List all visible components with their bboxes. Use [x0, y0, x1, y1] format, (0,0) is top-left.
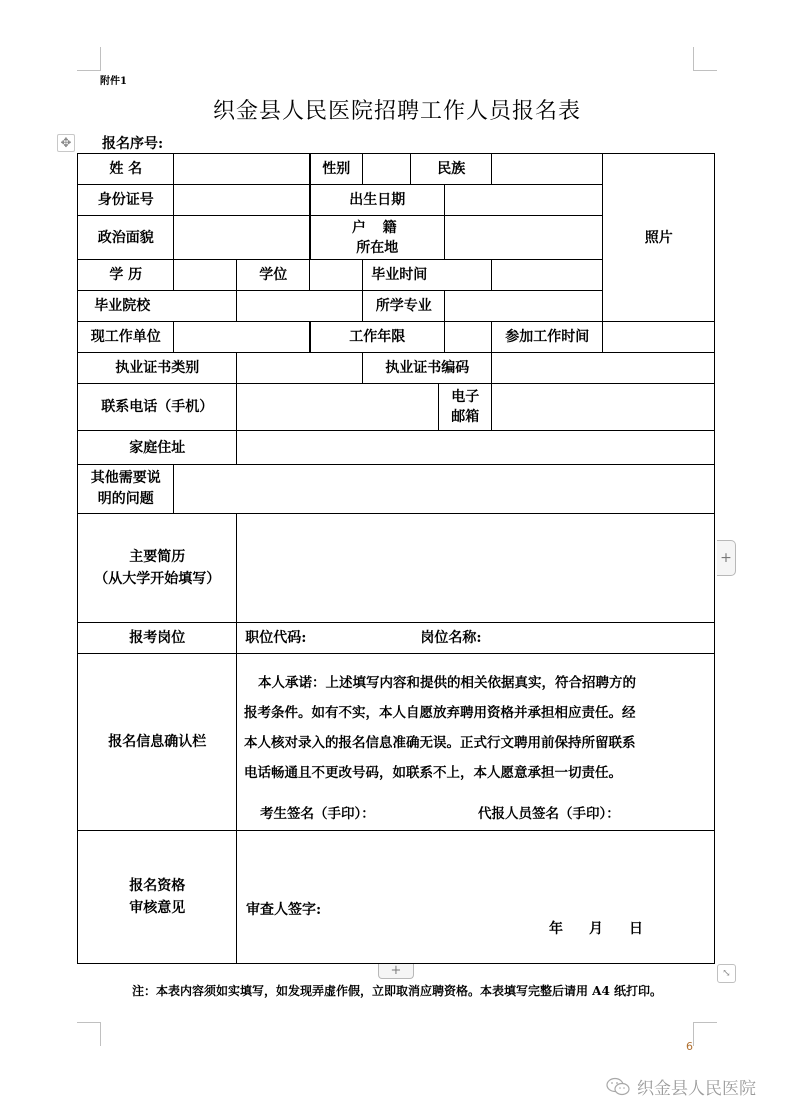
graduation-time-label: 毕业时间 — [362, 259, 492, 291]
name-label: 姓 名 — [77, 153, 174, 185]
commitment-line: 本人核对录入的报名信息准确无误。正式行文聘用前保持所留联系 — [244, 735, 636, 751]
email-field[interactable] — [491, 383, 715, 431]
commitment-line: 本人承诺：上述填写内容和提供的相关依据真实，符合招聘方的 — [258, 675, 636, 691]
photo-box[interactable]: 照片 — [602, 153, 715, 322]
attachment-label: 附件1 — [100, 76, 127, 87]
corner-mark-top-right-v — [693, 47, 694, 71]
footer-note: 注：本表内容须如实填写，如发现弄虚作假，立即取消应聘资格。本表填写完整后请用 A4 纸打印。 — [131, 984, 663, 998]
page-number: 6 — [686, 1040, 693, 1053]
political-status-label: 政治面貌 — [77, 215, 174, 260]
ethnicity-label: 民族 — [410, 153, 492, 185]
serial-number-label: 报名序号: — [102, 136, 164, 152]
work-start-time-label: 参加工作时间 — [491, 321, 603, 353]
other-notes-label: 其他需要说 明的问题 — [77, 464, 174, 514]
household-label: 户 籍 所在地 — [309, 215, 445, 260]
date-day: 日 — [629, 921, 643, 937]
corner-mark-top-left-v — [100, 47, 101, 71]
position-name-label: 岗位名称: — [420, 630, 482, 647]
years-of-work-label: 工作年限 — [309, 321, 445, 353]
birth-date-field[interactable] — [444, 184, 603, 216]
corner-mark-top-left-h — [77, 70, 101, 71]
gender-label: 性别 — [309, 153, 363, 185]
id-number-field[interactable] — [173, 184, 311, 216]
phone-field[interactable] — [236, 383, 439, 431]
watermark-text: 织金县人民医院 — [637, 1079, 756, 1099]
confirmation-label: 报名信息确认栏 — [77, 653, 237, 831]
degree-label: 学位 — [236, 259, 310, 291]
major-field[interactable] — [444, 290, 603, 322]
cert-type-field[interactable] — [236, 352, 363, 384]
candidate-signature-label: 考生签名（手印）： — [260, 806, 375, 822]
add-column-button[interactable]: + — [717, 540, 736, 576]
graduated-school-label: 毕业院校 — [77, 290, 237, 322]
watermark — [605, 1074, 756, 1099]
resume-label: 主要简历 （从大学开始填写） — [77, 513, 237, 623]
corner-mark-bottom-right-v — [693, 1022, 694, 1046]
wechat-icon — [605, 1077, 631, 1097]
commitment-line: 电话畅通且不更改号码，如联系不上，本人愿意承担一切责任。 — [244, 765, 622, 781]
home-address-field[interactable] — [236, 430, 715, 465]
cert-number-label: 执业证书编码 — [362, 352, 492, 384]
household-field[interactable] — [444, 215, 603, 260]
commitment-line: 报考条件。如有不实，本人自愿放弃聘用资格并承担相应责任。经 — [244, 705, 636, 721]
political-status-field[interactable] — [173, 215, 311, 260]
table-move-handle-icon[interactable]: ✥ — [57, 134, 75, 152]
work-start-time-field[interactable] — [602, 321, 715, 353]
add-row-button[interactable]: + — [378, 964, 414, 979]
birth-date-label: 出生日期 — [309, 184, 445, 216]
resume-field[interactable] — [236, 513, 715, 623]
corner-mark-bottom-left-h — [77, 1022, 101, 1023]
review-label: 报名资格 审核意见 — [77, 830, 237, 964]
commitment-text — [244, 668, 712, 788]
gender-field[interactable] — [362, 153, 411, 185]
education-label: 学 历 — [77, 259, 174, 291]
corner-mark-bottom-left-v — [100, 1022, 101, 1046]
years-of-work-field[interactable] — [444, 321, 492, 353]
current-employer-label: 现工作单位 — [77, 321, 174, 353]
phone-label: 联系电话（手机） — [77, 383, 237, 431]
page-title: 织金县人民医院招聘工作人员报名表 — [212, 99, 581, 124]
degree-field[interactable] — [309, 259, 363, 291]
graduation-time-field[interactable] — [491, 259, 603, 291]
cert-type-label: 执业证书类别 — [77, 352, 237, 384]
date-year: 年 — [549, 921, 563, 937]
id-number-label: 身份证号 — [77, 184, 174, 216]
reviewer-signature-label: 审查人签字: — [246, 902, 322, 918]
current-employer-field[interactable] — [173, 321, 311, 353]
position-label: 报考岗位 — [77, 622, 237, 654]
corner-mark-top-right-h — [693, 70, 717, 71]
graduated-school-field[interactable] — [236, 290, 363, 322]
position-code-label: 职位代码: — [245, 630, 307, 647]
education-field[interactable] — [173, 259, 237, 291]
home-address-label: 家庭住址 — [77, 430, 237, 465]
resize-table-icon[interactable]: ⤡ — [717, 964, 736, 983]
agent-signature-label: 代报人员签名（手印）： — [478, 806, 620, 822]
corner-mark-bottom-right-h — [693, 1022, 717, 1023]
review-field[interactable] — [236, 830, 715, 964]
cert-number-field[interactable] — [491, 352, 715, 384]
name-field[interactable] — [173, 153, 311, 185]
date-month: 月 — [589, 921, 603, 937]
position-field[interactable] — [236, 622, 715, 654]
ethnicity-field[interactable] — [491, 153, 603, 185]
email-label: 电子 邮箱 — [438, 383, 492, 431]
major-label: 所学专业 — [362, 290, 445, 322]
other-notes-field[interactable] — [173, 464, 715, 514]
